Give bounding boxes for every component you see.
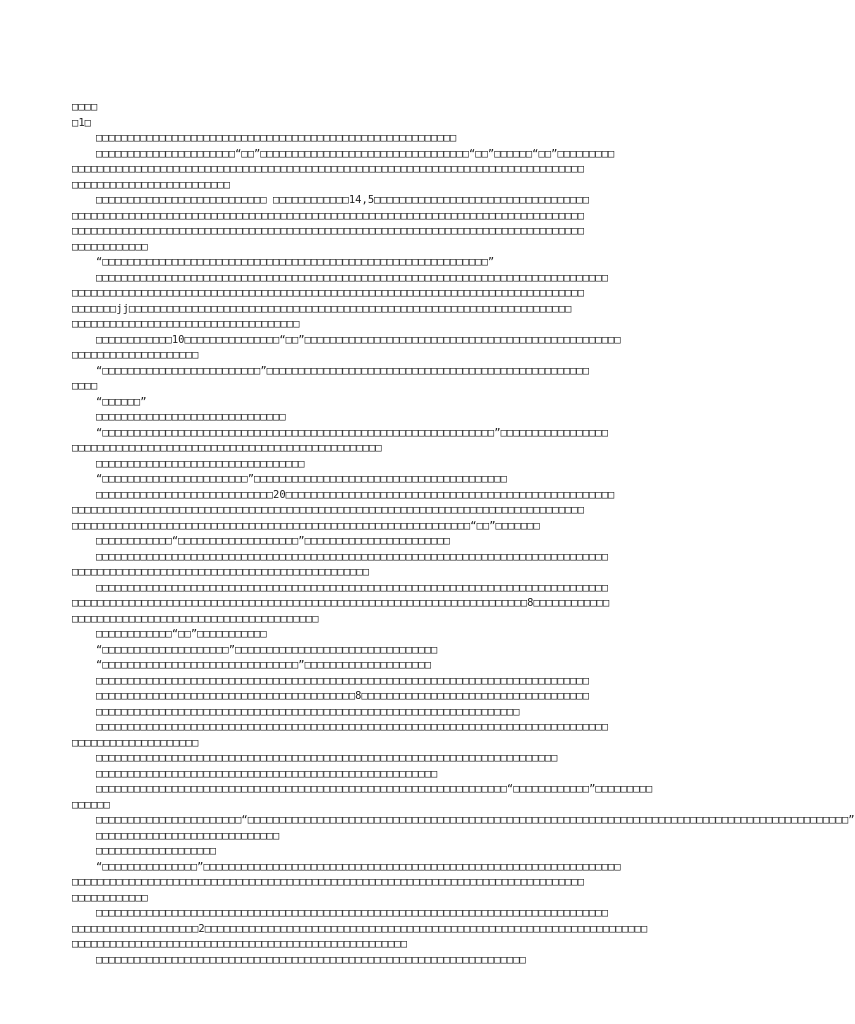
text-line: □□□□□□□□□□□□□□□□□□□□□□□□□ (72, 178, 231, 191)
paragraph (72, 751, 698, 767)
text-line: “□□□□□□” (96, 395, 147, 408)
text-line: □□□□□□□□□□□□□□□□□□□□□□□□□□□□□ (96, 829, 280, 842)
text-line: □□□□□□□□□□□□□□□□□□□□□□□□□□□□□□□□□□□□□□□□□8□□□□□□□□□□□□□□□□□□□□□□□□□□□□□□□□□□□□ (96, 690, 590, 702)
paragraph (72, 271, 698, 333)
text-line: □□□□□□□□□□□□□□□□□□□□□□□□□□□□□□□□□□□□□□□□□□□□□□□□□□□□□□□□□□□□□□□□□□□□□□□□□□□□□□□□□ (96, 581, 609, 594)
paragraph (72, 550, 698, 581)
text-line: □□□□□□□□□□□□□□□□□□□□□□□□□□□□□□□□□ (96, 457, 305, 470)
text-line: □□□□□□□□□□□□□□□□□□□□□□□□□□□□20□□□□□□□□□□□□□□□□□□□□□□□□□□□□□□□□□□□□□□□□□□□□□□□□□□□□ (96, 488, 615, 501)
text-line: □□□□□□□□□□□□□□□□□□□□□□□□□□□□□□□□□□□□□□□□□□□□□□□□□□□□□□□□□□□□□□□□□□□□□□□□8□□□□□□□□□□□□ (72, 597, 610, 609)
paragraph (72, 813, 855, 829)
text-line: □□□□□□□□□□□□□□□□□□□□□□□□□□□□□□□□□□□□□□□□□□□□□□□□□□□□□□□□□□□□□□□□□□□□□□□□□□□□□□□□□ (96, 271, 609, 284)
paragraph (72, 193, 698, 255)
text-line: □□□□□□□□□□□□□□□□□□□□□□□□□□□□□□□□□□□□□□□ (72, 612, 319, 625)
text-line: □□□□□□□□□□□□□□□□□□□□□□□□□□□□□□□□□□□□□□□□□□□□□□□ (72, 566, 370, 578)
paragraph (72, 131, 698, 147)
chapter-number: □1□ (72, 116, 91, 129)
paragraph (72, 906, 698, 953)
paragraph (72, 705, 698, 721)
text-line: □□□□□□□□□□□□□□□□□□□□2□□□□□□□□□□□□□□□□□□□□□□□□□□□□□□□□□□□□□□□□□□□□□□□□□□□□□□□□□□□□□□□□□□□□□□ (72, 922, 648, 935)
text-line: □□□□□□□□□□□□□□□□□□□□□□□□□□□□□□□□□□□□□□□□□□□□□□□□□□□□□□□□□ (96, 132, 457, 144)
text-line: □□□□□□□□□□□□□□□□□□□□□□□□□□□□□□□□□□□□□□□□□□□□□□□□□□□□□□□□□□□□□□□□□□□□□□□□□ (96, 752, 558, 764)
text-line: □□□□□□□□□□□□□□□□□□□□□□□□□□□□□□□□□□□□□□□□□□□□□□□□□□□□□□□□□□□□□□□□□□□□□□□□□□□□□□□□□ (96, 721, 609, 733)
paragraph (72, 627, 698, 643)
paragraph (72, 364, 698, 395)
text-line: “□□□□□□□□□□□□□□□□□□□□□□□□□□□□□□□□□□□□□□□□□□□□□□□□□□□□□□□□□□□□□□”□□□□□□□□□□□□□□□□□ (96, 426, 609, 439)
text-line: “□□□□□□□□□□□□□□□□□□□□”□□□□□□□□□□□□□□□□□□□□□□□□□□□□□□□□ (96, 643, 438, 656)
paragraph (72, 860, 698, 907)
text-line: □□□□□□□□□□□□□□□□□□□□□□□□□□□□□□ (96, 411, 286, 423)
text-line: □□□□□□□□□□□□□□□□□□□□□□□□□□□□□□□□□□□□□□□□□□□□□□□□□□□□□□□□□□□□□□□□□“□□□□□□□□□□□□”□□□□□□□□□ (96, 783, 653, 795)
text-line: □□□□□□□□□□□□□□□□□□□□ (72, 736, 199, 749)
text-line: □□□□□□□□□□□□□□□□□□□□□□□□□□□□□□□□□□□□□□□□□□□□□□□□□□□□□□□□□□□□□□□□□□□ (96, 705, 520, 718)
paragraph (72, 426, 698, 457)
text-line: □□□□□□□□□□□□□□□□□□□ (96, 845, 217, 857)
paragraph (72, 844, 698, 860)
text-line: □□□□□□□□□□□□ (72, 891, 148, 904)
text-line: □□□□□□□□□□□□□□□□□□□□□□□“□□□□□□□□□□□□□□□□□□□□□□□□□□□□□□□□□□□□□□□□□□□□□□□□□□□□□□□□□□□□□□□□□□□□□□□□□□□□□□□□□□□□□□□□□□□□□□□” (96, 814, 855, 826)
paragraph (72, 534, 698, 550)
text-line: □□□□□□□□□□□□□□□□□□□□□□“□□”□□□□□□□□□□□□□□□□□□□□□□□□□□□□□□□□□“□□”□□□□□□“□□”□□□□□□□□□ (96, 147, 615, 160)
text-line: “□□□□□□□□□□□□□□□□□□□□□□□”□□□□□□□□□□□□□□□□□□□□□□□□□□□□□□□□□□□□□□□□ (96, 473, 507, 485)
text-line: □□□□□□□□□□□□□□□□□□□□□□□□□□□□□□□□□□□□□□□□□□□□□□□□□□□□□□□□□□□□□□□□□□□□□□□□□□□□□□□□□ (72, 163, 585, 175)
paragraph (72, 643, 698, 659)
text-line: □□□□□□□□□□□□□□□□□□□□□□□□□□□□□□□□□□□□□□□□□□□□□□□□□□□□□□□□□□□□□□□□□□□□□□□□□□□□□□ (96, 674, 590, 687)
text-line: □□□□□□□□□□□□□□□□□□□□□□□□□□□□□□□□□□□□□□□□□□□□□□□□□□□□□□□□□□□□□□□□□□□□□□□□□□□□□□□□□ (72, 209, 585, 222)
paragraph (72, 767, 698, 783)
paragraph (72, 782, 698, 813)
text-line: “□□□□□□□□□□□□□□□□□□□□□□□□□□□□□□□”□□□□□□□□□□□□□□□□□□□□ (96, 659, 432, 671)
paragraph (72, 395, 698, 411)
text-line: □□□□□□□□□□□□□□□□□□□□□□□□□□□□□□□□□□□□□□□□□□□□□□□□□□□□□ (72, 938, 408, 950)
text-line: □□□□□□□□□□□□10□□□□□□□□□□□□□□□“□□”□□□□□□□□□□□□□□□□□□□□□□□□□□□□□□□□□□□□□□□□□□□□□□□□□□ (96, 333, 621, 346)
text-line: “□□□□□□□□□□□□□□□”□□□□□□□□□□□□□□□□□□□□□□□□□□□□□□□□□□□□□□□□□□□□□□□□□□□□□□□□□□□□□□□□□□ (96, 860, 621, 873)
paragraph (72, 953, 698, 969)
text-line: □□□□□□□□□□□□□□□□□□□□□□□□□□□□□□□□□□□□□□□□□□□□□□□□□□□□□□□□□□□□□□□“□□”□□□□□□□ (72, 519, 540, 532)
text-line: □□□□□□□□□□□□□□□□□□□□ (72, 349, 199, 361)
paragraph (72, 829, 698, 845)
document-page (72, 100, 855, 968)
paragraph (72, 410, 698, 426)
text-line: □□□□□□□□□□□□□□□□□□□□□□□□□□□□□□□□□□□□□□□□□□□□□□□□□ (72, 442, 382, 454)
paragraph (72, 720, 698, 751)
paragraph (72, 674, 698, 690)
text-line: □□□□□□□□□□□□□□□□□□□□□□□□□□□□□□□□□□□□□□□□□□□□□□□□□□□□□□□□□□□□□□□□□□□□ (96, 953, 526, 966)
text-line: □□□□□□□□□□□□□□□□□□□□□□□□□□□□□□□□□□□□□□□□□□□□□□□□□□□□□□□□□□□□□□□□□□□□□□□□□□□□□□□□□ (72, 876, 585, 888)
paragraph (72, 147, 698, 194)
text-line: □□□□□□□□□□□□□□□□□□□□□□□□□□□□□□□□□□□□□□□□□□□□□□□□□□□□□□□□□□□□□□□□□□□□□□□□□□□□□□□□□ (72, 225, 585, 237)
text-line: □□□□□□□□□□□□“□□”□□□□□□□□□□□ (96, 628, 267, 640)
text-line: □□□□□□□□□□□□“□□□□□□□□□□□□□□□□□□□”□□□□□□□□□□□□□□□□□□□□□□□ (96, 535, 451, 547)
text-line: □□□□□□ (72, 798, 110, 811)
text-line: “□□□□□□□□□□□□□□□□□□□□□□□□□□□□□□□□□□□□□□□□□□□□□□□□□□□□□□□□□□□□□” (96, 256, 495, 268)
text-line: □□□□□□□□□□□□□□□□□□□□□□□□□□□□□□□□□□□□□□□□□□□□□□□□□□□□□□□□□□□□□□□□□□□□□□□□□□□□□□□□□ (96, 550, 609, 563)
paragraph (72, 255, 698, 271)
paragraph (72, 457, 698, 473)
text-line: □□□□□□□□□□□□□□□□□□□□□□□□□□□□□□□□□□□□□□□□□□□□□□□□□□□□□□□□□□□□□□□□□□□□□□□□□□□□□□□□□ (72, 504, 585, 516)
text-line: □□□□□□□□□□□□ (72, 240, 148, 253)
document-heading: □□□□ (72, 101, 98, 113)
text-line: □□□□□□□□□□□□□□□□□□□□□□□□□□□□□□□□□□□□□□□□□□□□□□□□□□□□□□ (96, 767, 438, 780)
paragraph (72, 689, 698, 705)
text-line: □□□□□□□□□□□□□□□□□□□□□□□□□□□□□□□□□□□□□□□□□□□□□□□□□□□□□□□□□□□□□□□□□□□□□□□□□□□□□□□□□ (72, 287, 585, 299)
text-line: □□□□□□□jj□□□□□□□□□□□□□□□□□□□□□□□□□□□□□□□□□□□□□□□□□□□□□□□□□□□□□□□□□□□□□□□□□□□□□□ (72, 302, 572, 315)
text-line: □□□□□□□□□□□□□□□□□□□□□□□□□□□□□□□□□□□□ (72, 318, 300, 330)
text-line: □□□□□□□□□□□□□□□□□□□□□□□□□□□ □□□□□□□□□□□□14,5□□□□□□□□□□□□□□□□□□□□□□□□□□□□□□□□□□ (96, 194, 590, 206)
paragraph (72, 658, 698, 674)
text-line: □□□□ (72, 380, 98, 392)
paragraph (72, 581, 698, 628)
paragraph (72, 472, 698, 488)
paragraph (72, 488, 698, 535)
document-body (72, 131, 855, 968)
text-line: □□□□□□□□□□□□□□□□□□□□□□□□□□□□□□□□□□□□□□□□□□□□□□□□□□□□□□□□□□□□□□□□□□□□□□□□□□□□□□□□□ (96, 907, 609, 919)
paragraph (72, 333, 698, 364)
text-line: “□□□□□□□□□□□□□□□□□□□□□□□□□”□□□□□□□□□□□□□□□□□□□□□□□□□□□□□□□□□□□□□□□□□□□□□□□□□□□ (96, 364, 590, 377)
